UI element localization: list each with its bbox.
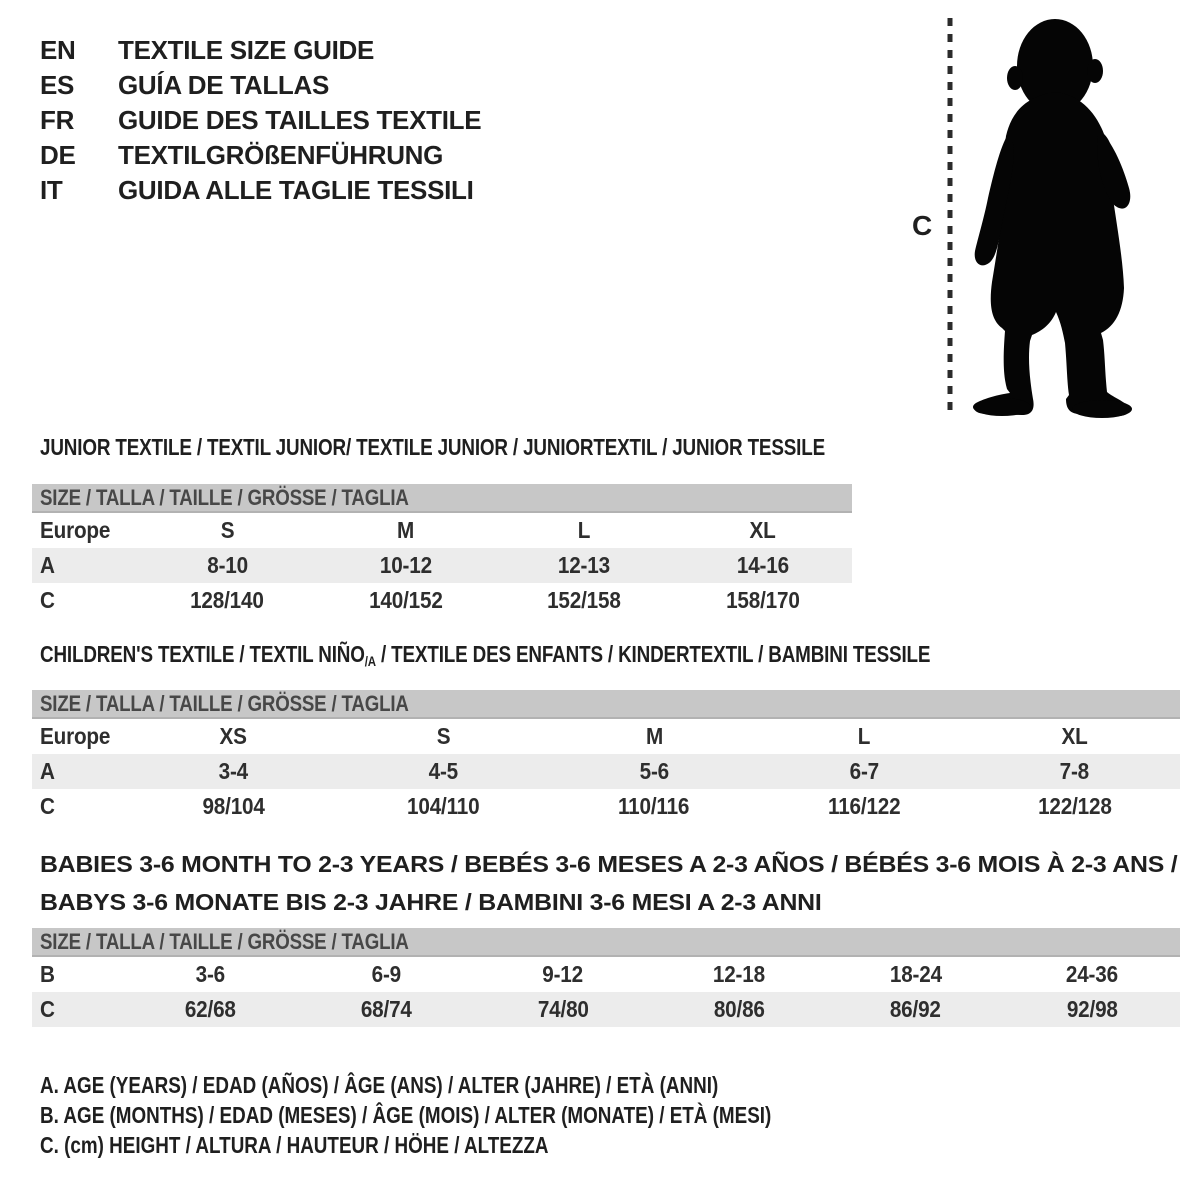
cell: 12-13 bbox=[558, 552, 611, 578]
language-list bbox=[40, 33, 481, 208]
children-size-table bbox=[32, 690, 1180, 824]
language-code: EN bbox=[40, 35, 76, 65]
size-col: L bbox=[858, 723, 871, 749]
cell: 5-6 bbox=[639, 758, 669, 784]
size-col: XL bbox=[749, 517, 776, 543]
cell: 6-7 bbox=[849, 758, 880, 784]
size-columns-row bbox=[32, 513, 852, 548]
cell: 3-4 bbox=[218, 758, 248, 784]
cell: 10-12 bbox=[379, 552, 432, 578]
region-label: Europe bbox=[40, 517, 111, 543]
cell: 140/152 bbox=[368, 587, 443, 613]
language-row-en bbox=[40, 33, 481, 68]
size-col: XS bbox=[219, 723, 247, 749]
legend-line-c: C. (cm) HEIGHT / ALTURA / HAUTEUR / HÖHE / ALTEZZA bbox=[40, 1132, 549, 1158]
language-row-it bbox=[40, 173, 481, 208]
baby-silhouette bbox=[973, 19, 1132, 418]
cell: 7-8 bbox=[1060, 758, 1090, 784]
language-title: GUIDA ALLE TAGLIE TESSILI bbox=[118, 175, 474, 205]
cell: 68/74 bbox=[361, 996, 412, 1022]
junior-section-title: JUNIOR TEXTILE / TEXTIL JUNIOR/ TEXTILE JUNIOR / JUNIORTEXTIL / JUNIOR TESSILE bbox=[40, 434, 826, 460]
cell: 6-9 bbox=[371, 961, 402, 987]
cell: 74/80 bbox=[537, 996, 589, 1022]
age-row-a bbox=[32, 754, 1180, 789]
cell: 152/158 bbox=[547, 587, 622, 613]
cell: 18-24 bbox=[889, 961, 942, 987]
cell: 98/104 bbox=[202, 793, 265, 819]
cell: 14-16 bbox=[736, 552, 789, 578]
height-row-c bbox=[32, 583, 852, 618]
language-code: IT bbox=[40, 175, 63, 205]
measure-legend bbox=[40, 1070, 932, 1160]
language-row-fr bbox=[40, 103, 481, 138]
cell: 110/116 bbox=[618, 793, 690, 819]
children-section-title: CHILDREN'S TEXTILE / TEXTIL $NIÑO_{/A}$ / TEXTILE DES ENFANTS / KINDERTEXTIL / BAMBINI TESSILE bbox=[40, 641, 931, 669]
language-title: TEXTILE SIZE GUIDE bbox=[118, 35, 375, 65]
height-row-c bbox=[32, 789, 1180, 824]
row-label: A bbox=[40, 758, 55, 784]
row-label: B bbox=[40, 961, 55, 987]
language-code: ES bbox=[40, 70, 75, 100]
babies-section-title: BABIES 3-6 MONTH TO 2-3 YEARS / BEBÉS 3-6 MESES A 2-3 AÑOS / BÉBÉS 3-6 MOIS À 2-3 ANS / BABYS 3-6 MONATE BIS 2-3 JAHRE / BAMBINI 3-6 MESI A 2-3 ANNI bbox=[40, 851, 1178, 915]
babies-size-table bbox=[32, 928, 1180, 1027]
size-columns-row bbox=[32, 719, 1180, 754]
age-row-a bbox=[32, 548, 852, 583]
language-row-es bbox=[40, 68, 481, 103]
region-label: Europe bbox=[40, 723, 111, 749]
cell: 8-10 bbox=[206, 552, 248, 578]
height-row-c bbox=[32, 992, 1180, 1027]
cell: 104/110 bbox=[407, 793, 480, 819]
size-header-bar: SIZE / TALLA / TAILLE / GRÖSSE / TAGLIA bbox=[32, 690, 1180, 719]
height-measure-label: C bbox=[912, 210, 933, 241]
row-label: C bbox=[40, 996, 55, 1022]
cell: 3-6 bbox=[195, 961, 225, 987]
cell: 86/92 bbox=[890, 996, 941, 1022]
language-title: TEXTILGRÖßENFÜHRUNG bbox=[118, 140, 444, 170]
cell: 80/86 bbox=[713, 996, 765, 1022]
legend-line-b: B. AGE (MONTHS) / EDAD (MESES) / ÂGE (MOIS) / ALTER (MONATE) / ETÀ (MESI) bbox=[40, 1102, 772, 1128]
language-row-de bbox=[40, 138, 481, 173]
size-header-bar: SIZE / TALLA / TAILLE / GRÖSSE / TAGLIA bbox=[32, 928, 1180, 957]
size-col: L bbox=[578, 517, 591, 543]
cell: 122/128 bbox=[1037, 793, 1112, 819]
cell: 92/98 bbox=[1066, 996, 1118, 1022]
size-col: M bbox=[397, 517, 415, 543]
size-col: S bbox=[220, 517, 235, 543]
cell: 9-12 bbox=[542, 961, 584, 987]
size-col: S bbox=[436, 723, 451, 749]
cell: 4-5 bbox=[428, 758, 459, 784]
cell: 128/140 bbox=[190, 587, 265, 613]
cell: 116/122 bbox=[828, 793, 901, 819]
cell: 158/170 bbox=[725, 587, 800, 613]
size-col: XL bbox=[1061, 723, 1088, 749]
cell: 62/68 bbox=[184, 996, 236, 1022]
age-row-b bbox=[32, 957, 1180, 992]
language-title: GUÍA DE TALLAS bbox=[118, 70, 330, 100]
row-label: C bbox=[40, 587, 55, 613]
language-code: DE bbox=[40, 140, 76, 170]
size-header-bar: SIZE / TALLA / TAILLE / GRÖSSE / TAGLIA bbox=[32, 484, 852, 513]
language-code: FR bbox=[40, 105, 75, 135]
size-col: M bbox=[645, 723, 663, 749]
junior-size-table bbox=[32, 484, 852, 618]
language-title: GUIDE DES TAILLES TEXTILE bbox=[118, 105, 482, 135]
baby-silhouette-icon bbox=[940, 14, 1140, 420]
nino-a-subscript: /A bbox=[364, 653, 376, 669]
row-label: A bbox=[40, 552, 55, 578]
cell: 24-36 bbox=[1065, 961, 1118, 987]
row-label: C bbox=[40, 793, 55, 819]
legend-line-a: A. AGE (YEARS) / EDAD (AÑOS) / ÂGE (ANS) / ALTER (JAHRE) / ETÀ (ANNI) bbox=[40, 1072, 719, 1098]
cell: 12-18 bbox=[713, 961, 766, 987]
